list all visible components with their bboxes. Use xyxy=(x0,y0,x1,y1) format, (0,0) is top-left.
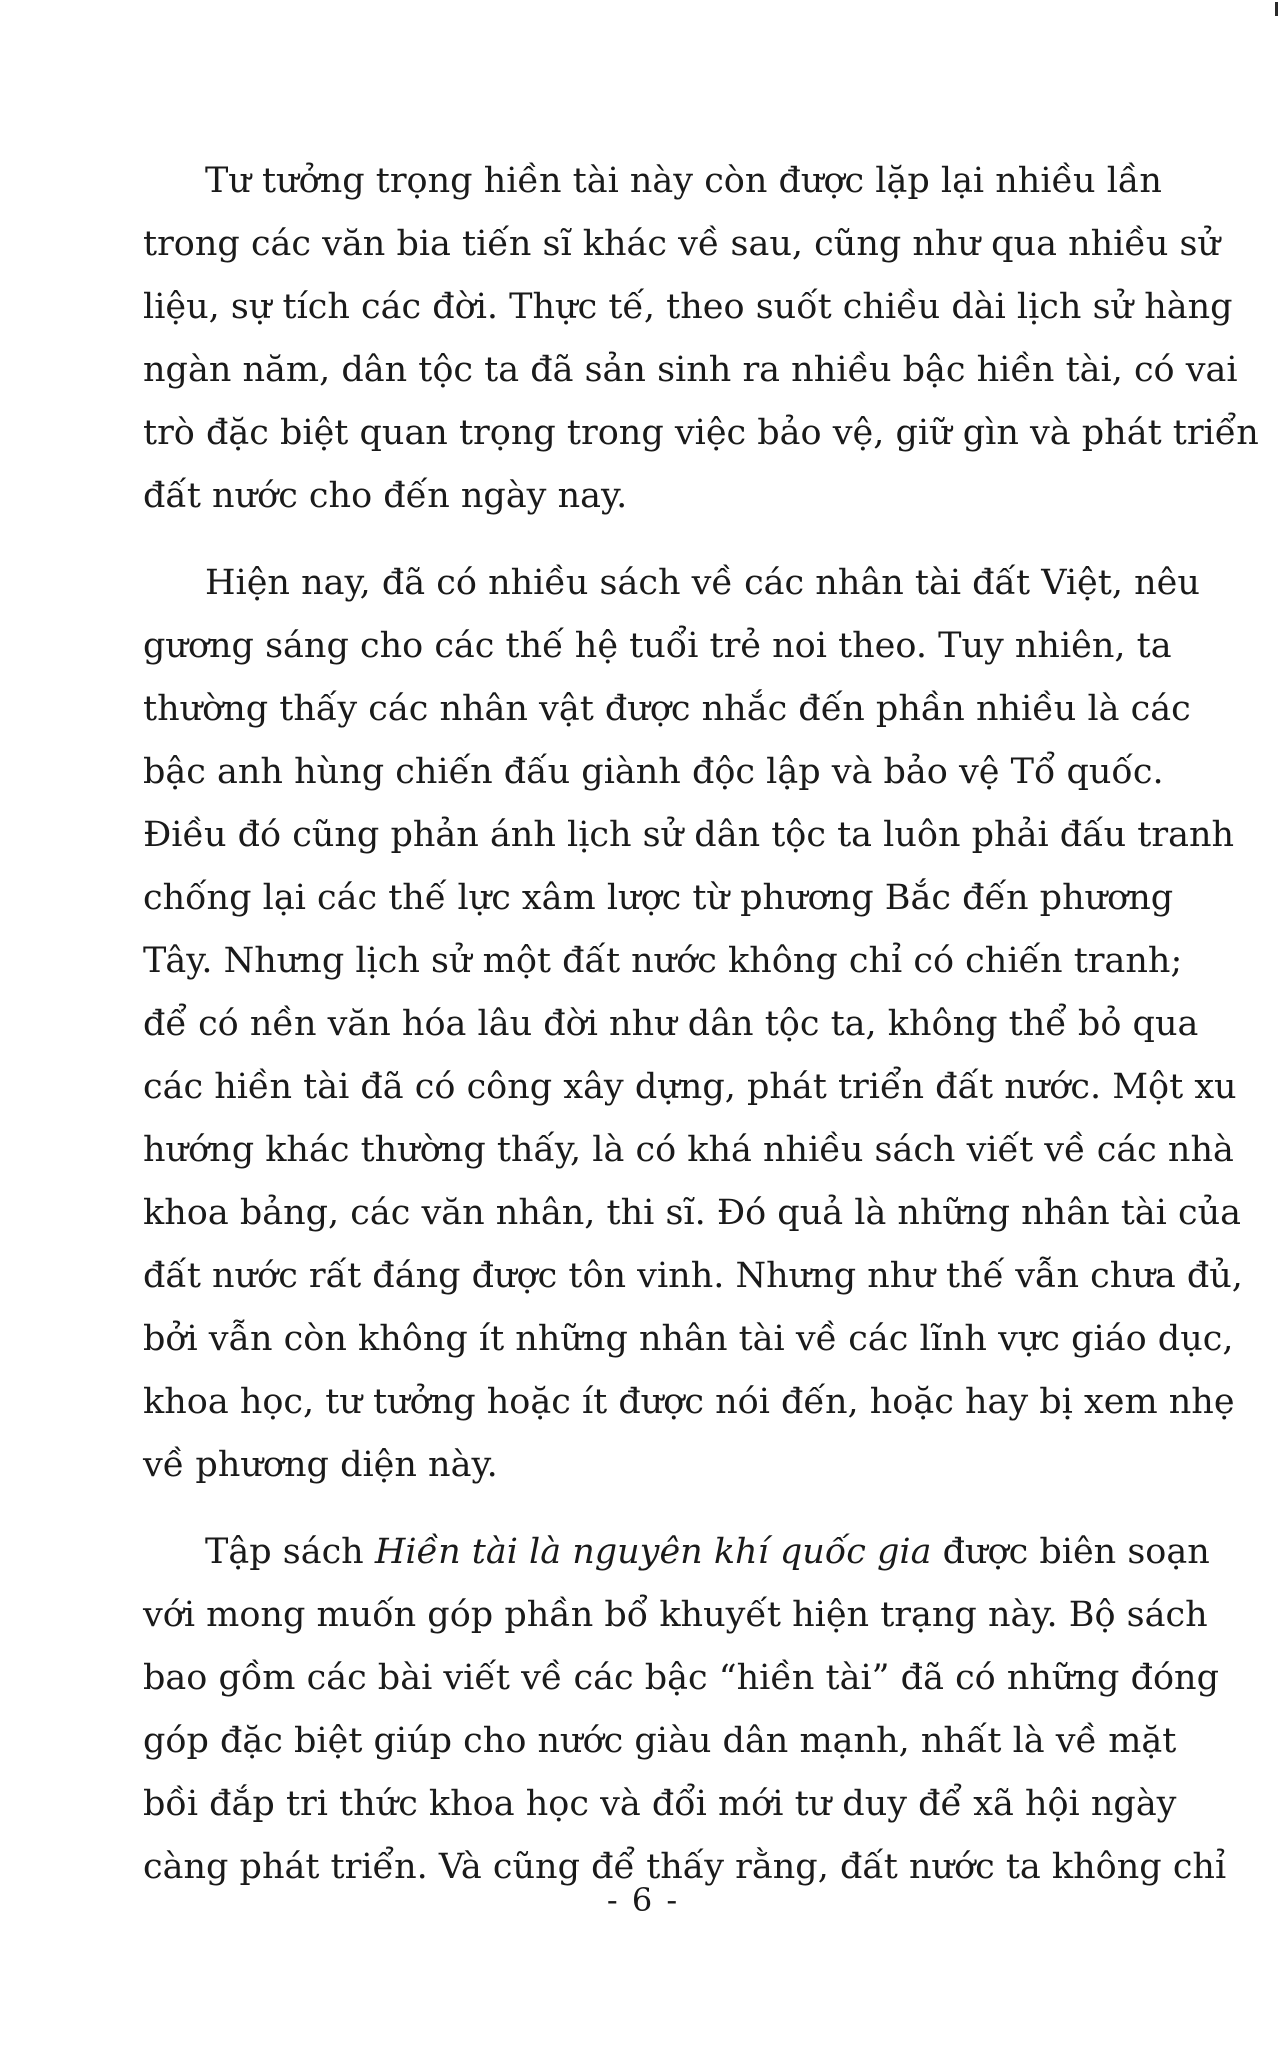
text-line: Tư tưởng trọng hiền tài này còn được lặp lại nhiều lần xyxy=(205,161,1162,201)
paragraph-3 xyxy=(143,1521,1227,1899)
text-line xyxy=(143,1521,1210,1584)
text-line: khoa học, tư tưởng hoặc ít được nói đến, hoặc hay bị xem nhẹ xyxy=(143,1382,1235,1422)
text-line: gương sáng cho các thế hệ tuổi trẻ noi theo. Tuy nhiên, ta xyxy=(143,626,1172,666)
text-line: Điều đó cũng phản ánh lịch sử dân tộc ta luôn phải đấu tranh xyxy=(143,815,1235,855)
text-line: góp đặc biệt giúp cho nước giàu dân mạnh, nhất là về mặt xyxy=(143,1721,1177,1761)
text-line: liệu, sự tích các đời. Thực tế, theo suốt chiều dài lịch sử hàng xyxy=(143,287,1233,327)
text-line: bồi đắp tri thức khoa học và đổi mới tư duy để xã hội ngày xyxy=(143,1784,1177,1824)
text-fragment: Tập sách xyxy=(205,1532,375,1572)
text-line: bao gồm các bài viết về các bậc “hiền tài” đã có những đóng xyxy=(143,1658,1219,1698)
text-line: bậc anh hùng chiến đấu giành độc lập và bảo vệ Tổ quốc. xyxy=(143,752,1164,792)
paragraph-2 xyxy=(143,552,1243,1497)
page-number: - 6 - xyxy=(606,1881,680,1919)
text-line: Hiện nay, đã có nhiều sách về các nhân tài đất Việt, nêu xyxy=(205,563,1200,603)
body-text xyxy=(143,150,1259,1899)
text-line: với mong muốn góp phần bổ khuyết hiện trạng này. Bộ sách xyxy=(143,1595,1208,1635)
text-line: hướng khác thường thấy, là có khá nhiều sách viết về các nhà xyxy=(143,1130,1234,1170)
text-line: đất nước rất đáng được tôn vinh. Nhưng như thế vẫn chưa đủ, xyxy=(143,1256,1243,1296)
text-line: đất nước cho đến ngày nay. xyxy=(143,476,628,516)
text-line: trong các văn bia tiến sĩ khác về sau, cũng như qua nhiều sử xyxy=(143,224,1221,264)
text-fragment: được biên soạn xyxy=(931,1532,1210,1572)
text-line: thường thấy các nhân vật được nhắc đến phần nhiều là các xyxy=(143,689,1191,729)
text-line: bởi vẫn còn không ít những nhân tài về các lĩnh vực giáo dục, xyxy=(143,1319,1234,1359)
text-line: các hiền tài đã có công xây dựng, phát triển đất nước. Một xu xyxy=(143,1067,1237,1107)
text-line: Tây. Nhưng lịch sử một đất nước không chỉ có chiến tranh; xyxy=(143,941,1183,981)
book-title: Hiền tài là nguyên khí quốc gia xyxy=(374,1532,932,1572)
text-line: càng phát triển. Và cũng để thấy rằng, đất nước ta không chỉ xyxy=(143,1847,1227,1887)
text-line: để có nền văn hóa lâu đời như dân tộc ta, không thể bỏ qua xyxy=(143,1004,1199,1044)
text-line: về phương diện này. xyxy=(143,1445,498,1485)
text-line: chống lại các thế lực xâm lược từ phương Bắc đến phương xyxy=(143,878,1174,918)
paragraph-1 xyxy=(143,150,1259,528)
text-line: khoa bảng, các văn nhân, thi sĩ. Đó quả là những nhân tài của xyxy=(143,1193,1242,1233)
text-line: ngàn năm, dân tộc ta đã sản sinh ra nhiều bậc hiền tài, có vai xyxy=(143,350,1238,390)
text-line: trò đặc biệt quan trọng trong việc bảo vệ, giữ gìn và phát triển xyxy=(143,413,1259,453)
scan-edge-mark xyxy=(1275,2,1278,16)
